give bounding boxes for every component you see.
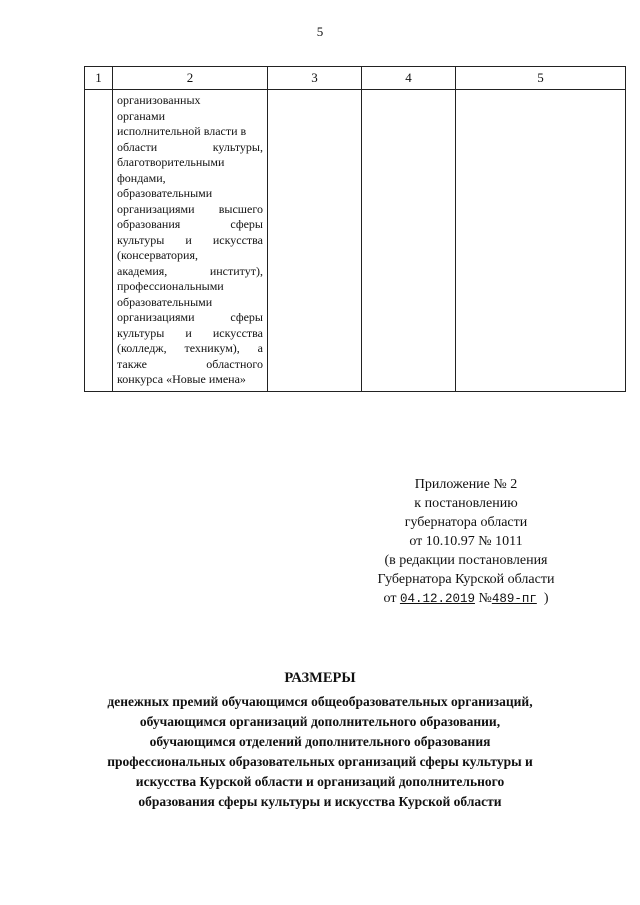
cell-line: организованных (117, 93, 201, 107)
cell-line: (колледж, техникум), а (117, 341, 263, 355)
closing-paren: ) (543, 591, 549, 606)
appendix-line: к постановлению (414, 496, 518, 511)
amendment-date: 04.12.2019 (399, 592, 475, 606)
cell-line: (консерватория, (117, 248, 198, 262)
cell-line: профессиональными (117, 279, 224, 293)
cell-line: образовательными (117, 294, 213, 309)
heading-line: искусства Курской области и организаций дополнительного (135, 774, 505, 789)
heading-line: денежных премий обучающимся общеобразовательных организаций, (107, 694, 533, 709)
table-header-cell: 5 (456, 67, 626, 90)
appendix-line: (в редакции постановления (384, 553, 548, 568)
cell-line: культуры и искусства (117, 325, 263, 340)
heading-line: обучающимся отделений дополнительного образования (149, 734, 491, 749)
heading-line: обучающимся организаций дополнительного образовании, (139, 714, 501, 729)
date-prefix: от (383, 591, 397, 606)
table-cell (362, 90, 456, 392)
table-header-cell: 4 (362, 67, 456, 90)
amendment-date-line (356, 589, 576, 609)
cell-line: органами (117, 108, 166, 123)
table-header-row (85, 67, 626, 90)
appendix-line: Приложение № 2 (414, 477, 518, 492)
cell-line: академия, институт), (117, 263, 263, 278)
table-row (85, 90, 626, 392)
cell-line: образовательными (117, 186, 213, 200)
appendix-line: Губернатора Курской области (377, 572, 555, 587)
cell-line: организациями сферы (117, 310, 263, 324)
cell-line: конкурса «Новые имена» (117, 372, 246, 386)
table-cell (85, 90, 113, 392)
cell-text (113, 90, 267, 391)
cell-line: области культуры, (117, 139, 263, 154)
continuation-table (84, 66, 626, 392)
cell-line: исполнительной власти в (117, 124, 247, 138)
document-heading (40, 668, 600, 812)
appendix-block (356, 475, 576, 609)
appendix-line: от 10.10.97 № 1011 (409, 534, 523, 549)
cell-line: организациями высшего (117, 201, 263, 216)
cell-line: культуры и искусства (117, 232, 263, 247)
table-header-cell: 2 (113, 67, 268, 90)
cell-line: образования сферы (117, 217, 263, 231)
cell-line: также областного (117, 356, 263, 371)
heading-title: РАЗМЕРЫ (284, 670, 356, 686)
amendment-number: 489-пг (491, 592, 537, 606)
page-number: 5 (316, 24, 324, 39)
table-cell (113, 90, 268, 392)
cell-line: фондами, (117, 170, 166, 185)
number-prefix: № (478, 591, 492, 606)
appendix-line: губернатора области (404, 515, 528, 530)
heading-line: профессиональных образовательных организаций сферы культуры и (107, 754, 533, 769)
table-header-cell: 3 (268, 67, 362, 90)
table-header-cell: 1 (85, 67, 113, 90)
table-cell (268, 90, 362, 392)
cell-line: благотворительными (117, 155, 225, 169)
table-cell (456, 90, 626, 392)
heading-line: образования сферы культуры и искусства Курской области (138, 794, 502, 809)
